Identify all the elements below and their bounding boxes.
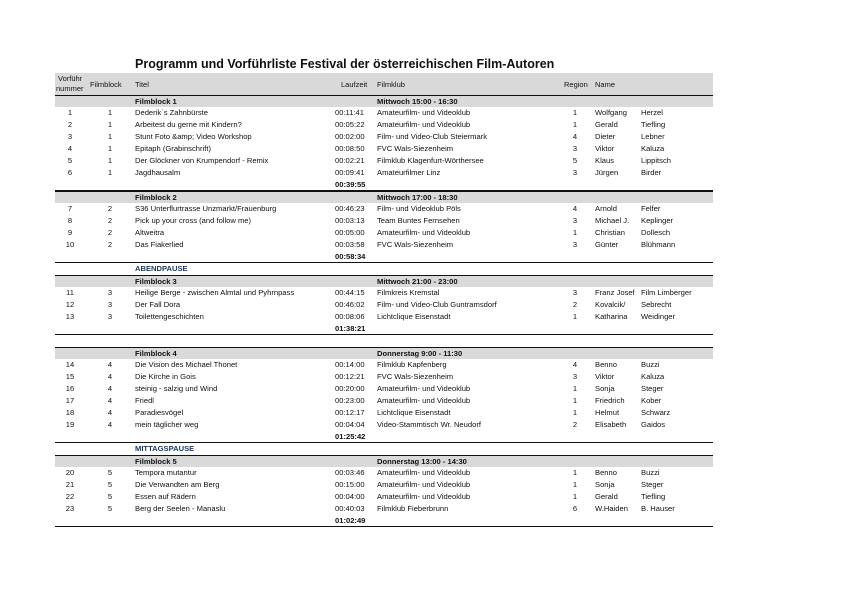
film-klub: Team Buntes Fernsehen	[377, 216, 460, 225]
table-row	[55, 227, 713, 239]
autor-vorname: Viktor	[595, 144, 615, 153]
film-titel: Die Vision des Michael Thonet	[135, 360, 238, 369]
table-row	[55, 119, 713, 131]
film-laufzeit: 00:40:03	[335, 504, 365, 513]
header-titel: Titel	[135, 80, 149, 89]
table-row	[55, 203, 713, 215]
filmblock-nummer: 5	[107, 492, 113, 501]
filmblock-label: Filmblock 4	[135, 349, 177, 358]
film-region: 1	[572, 108, 578, 117]
autor-vorname: Günter	[595, 240, 619, 249]
film-region: 4	[572, 360, 578, 369]
film-laufzeit: 00:02:21	[335, 156, 365, 165]
block-total-laufzeit: 01:25:42	[335, 432, 366, 441]
vorfuehr-nummer: 3	[67, 132, 73, 141]
filmblock-nummer: 2	[107, 204, 113, 213]
autor-vorname: Michael J.	[595, 216, 630, 225]
filmblock-label: Filmblock 5	[135, 457, 177, 466]
film-titel: Tempora mutantur	[135, 468, 197, 477]
table-row	[55, 131, 713, 143]
program-table	[55, 73, 713, 527]
vorfuehr-nummer: 19	[65, 420, 75, 429]
autor-vorname: Gerald	[595, 492, 618, 501]
film-region: 1	[572, 384, 578, 393]
film-laufzeit: 00:03:58	[335, 240, 365, 249]
header-filmklub: Filmklub	[377, 80, 405, 89]
table-body	[55, 95, 713, 527]
autor-nachname: Herzel	[641, 108, 663, 117]
block-total-row	[55, 431, 713, 443]
film-laufzeit: 00:20:00	[335, 384, 365, 393]
filmblock-time: Mittwoch 21:00 - 23:00	[377, 277, 458, 286]
autor-nachname: Film Limberger	[641, 288, 692, 297]
table-row	[55, 467, 713, 479]
filmblock-header-row	[55, 191, 713, 203]
autor-vorname: Benno	[595, 468, 617, 477]
filmblock-nummer: 4	[107, 396, 113, 405]
filmblock-nummer: 3	[107, 300, 113, 309]
film-klub: Filmkreis Kremstal	[377, 288, 440, 297]
film-titel: Friedl	[135, 396, 154, 405]
film-region: 1	[572, 120, 578, 129]
film-laufzeit: 00:12:17	[335, 408, 365, 417]
block-total-row	[55, 515, 713, 527]
autor-vorname: Gerald	[595, 120, 618, 129]
filmblock-nummer: 1	[107, 144, 113, 153]
vorfuehr-nummer: 22	[65, 492, 75, 501]
vorfuehr-nummer: 5	[67, 156, 73, 165]
film-region: 6	[572, 504, 578, 513]
film-klub: Amateurfilm- und Videoklub	[377, 228, 471, 237]
header-name: Name	[595, 80, 616, 89]
header-laufzeit: Laufzeit	[341, 80, 368, 89]
filmblock-nummer: 2	[107, 240, 113, 249]
autor-vorname: Arnold	[595, 204, 617, 213]
table-row	[55, 167, 713, 179]
autor-nachname: Kober	[641, 396, 662, 405]
header-vorfuehr: Vorführ	[58, 74, 83, 83]
film-titel: Der Glöckner von Krumpendorf - Remix	[135, 156, 269, 165]
filmblock-time: Donnerstag 13:00 - 14:30	[377, 457, 467, 466]
autor-vorname: Christian	[595, 228, 625, 237]
autor-nachname: Buzzi	[641, 468, 660, 477]
table-row	[55, 383, 713, 395]
film-laufzeit: 00:23:00	[335, 396, 365, 405]
autor-nachname: Tiefling	[641, 120, 666, 129]
film-titel: Berg der Seelen - Manaslu	[135, 504, 226, 513]
autor-vorname: Helmut	[595, 408, 620, 417]
autor-nachname: Kaluza	[641, 144, 665, 153]
film-laufzeit: 00:08:06	[335, 312, 365, 321]
table-row	[55, 287, 713, 299]
vorfuehr-nummer: 1	[67, 108, 73, 117]
film-klub: Lichtclique Eisenstadt	[377, 408, 451, 417]
autor-nachname: Tiefling	[641, 492, 666, 501]
filmblock-nummer: 4	[107, 408, 113, 417]
film-titel: Arbeitest du gerne mit Kindern?	[135, 120, 242, 129]
film-titel: Das Fiakerlied	[135, 240, 184, 249]
autor-nachname: Lippitsch	[641, 156, 671, 165]
film-titel: Die Kirche in Gois	[135, 372, 196, 381]
spacer-row	[55, 335, 713, 347]
film-laufzeit: 00:08:50	[335, 144, 365, 153]
autor-vorname: Benno	[595, 360, 617, 369]
film-laufzeit: 00:15:00	[335, 480, 365, 489]
film-region: 3	[572, 144, 578, 153]
autor-vorname: Sonja	[595, 480, 615, 489]
header-region: Region	[564, 80, 588, 89]
film-titel: Jagdhausalm	[135, 168, 181, 177]
pause-label: ABENDPAUSE	[135, 264, 188, 273]
autor-vorname: Franz Josef	[595, 288, 635, 297]
filmblock-nummer: 5	[107, 480, 113, 489]
table-row	[55, 395, 713, 407]
autor-vorname: Klaus	[595, 156, 614, 165]
vorfuehr-nummer: 7	[67, 204, 73, 213]
autor-vorname: Wolfgang	[595, 108, 627, 117]
film-region: 1	[572, 228, 578, 237]
film-region: 4	[572, 204, 578, 213]
film-region: 4	[572, 132, 578, 141]
film-region: 1	[572, 408, 578, 417]
table-row	[55, 155, 713, 167]
filmblock-nummer: 4	[107, 372, 113, 381]
block-total-laufzeit: 00:39:55	[335, 180, 366, 189]
film-titel: Heilige Berge - zwischen Almtal und Pyhrnpass	[135, 288, 295, 297]
vorfuehr-nummer: 13	[65, 312, 75, 321]
film-klub: Amateurfilm- und Videoklub	[377, 480, 471, 489]
autor-vorname: Friedrich	[595, 396, 625, 405]
table-row	[55, 143, 713, 155]
autor-vorname: Katharina	[595, 312, 628, 321]
film-titel: Der Fall Dora	[135, 300, 181, 309]
autor-nachname: Sebrecht	[641, 300, 672, 309]
film-titel: Essen auf Rädern	[135, 492, 196, 501]
film-titel: Paradiesvögel	[135, 408, 184, 417]
autor-vorname: Kovalcik/	[595, 300, 626, 309]
autor-vorname: Elisabeth	[595, 420, 627, 429]
film-region: 3	[572, 372, 578, 381]
autor-nachname: B. Hauser	[641, 504, 675, 513]
film-klub: Film- und Video-Club Steiermark	[377, 132, 488, 141]
vorfuehr-nummer: 12	[65, 300, 75, 309]
film-laufzeit: 00:14:00	[335, 360, 365, 369]
autor-nachname: Kaluza	[641, 372, 665, 381]
film-titel: mein täglicher weg	[135, 420, 199, 429]
film-laufzeit: 00:46:02	[335, 300, 365, 309]
film-titel: Pick up your cross (and follow me)	[135, 216, 252, 225]
film-region: 3	[572, 168, 578, 177]
filmblock-label: Filmblock 3	[135, 277, 177, 286]
film-laufzeit: 00:04:00	[335, 492, 365, 501]
vorfuehr-nummer: 20	[65, 468, 75, 477]
filmblock-nummer: 1	[107, 156, 113, 165]
film-titel: Die Verwandten am Berg	[135, 480, 220, 489]
film-klub: FVC Wals-Siezenheim	[377, 240, 454, 249]
table-row	[55, 479, 713, 491]
film-klub: Amateurfilm- und Videoklub	[377, 384, 471, 393]
autor-vorname: Dieter	[595, 132, 616, 141]
autor-nachname: Weidinger	[641, 312, 676, 321]
vorfuehr-nummer: 8	[67, 216, 73, 225]
vorfuehr-nummer: 14	[65, 360, 75, 369]
film-klub: Video-Stammtisch Wr. Neudorf	[377, 420, 481, 429]
film-laufzeit: 00:44:15	[335, 288, 365, 297]
table-row	[55, 299, 713, 311]
table-row	[55, 407, 713, 419]
vorfuehr-nummer: 18	[65, 408, 75, 417]
filmblock-header-row	[55, 275, 713, 287]
film-titel: S36 Unterflurtrasse Unzmarkt/Frauenburg	[135, 204, 277, 213]
autor-nachname: Lebner	[641, 132, 665, 141]
filmblock-nummer: 2	[107, 228, 113, 237]
filmblock-nummer: 1	[107, 108, 113, 117]
vorfuehr-nummer: 10	[65, 240, 75, 249]
pause-row	[55, 263, 713, 275]
table-row	[55, 419, 713, 431]
film-klub: Filmklub Kapfenberg	[377, 360, 447, 369]
filmblock-nummer: 1	[107, 168, 113, 177]
film-laufzeit: 00:03:13	[335, 216, 365, 225]
film-klub: FVC Wals-Siezenheim	[377, 372, 454, 381]
filmblock-label: Filmblock 2	[135, 193, 177, 202]
autor-nachname: Dollesch	[641, 228, 671, 237]
filmblock-nummer: 1	[107, 132, 113, 141]
film-region: 3	[572, 240, 578, 249]
film-region: 1	[572, 312, 578, 321]
autor-vorname: W.Haiden	[595, 504, 628, 513]
vorfuehr-nummer: 15	[65, 372, 75, 381]
vorfuehr-nummer: 2	[67, 120, 73, 129]
film-region: 3	[572, 216, 578, 225]
vorfuehr-nummer: 16	[65, 384, 75, 393]
filmblock-nummer: 1	[107, 120, 113, 129]
vorfuehr-nummer: 4	[67, 144, 73, 153]
film-klub: Amateurfilm- und Videoklub	[377, 120, 471, 129]
filmblock-time: Mittwoch 15:00 - 16:30	[377, 97, 458, 106]
autor-nachname: Felfer	[641, 204, 661, 213]
film-klub: Film- und Videoklub Pöls	[377, 204, 461, 213]
block-total-laufzeit: 01:38:21	[335, 324, 366, 333]
film-klub: Amateurfilm- und Videoklub	[377, 396, 471, 405]
film-titel: Altweitra	[135, 228, 165, 237]
film-laufzeit: 00:05:00	[335, 228, 365, 237]
film-laufzeit: 00:46:23	[335, 204, 365, 213]
filmblock-nummer: 4	[107, 360, 113, 369]
film-klub: Film- und Video-Club Guntramsdorf	[377, 300, 497, 309]
table-row	[55, 491, 713, 503]
film-region: 1	[572, 480, 578, 489]
film-region: 2	[572, 420, 578, 429]
autor-nachname: Buzzi	[641, 360, 660, 369]
filmblock-time: Donnerstag 9:00 - 11:30	[377, 349, 463, 358]
block-total-row	[55, 251, 713, 263]
table-row	[55, 359, 713, 371]
vorfuehr-nummer: 11	[66, 288, 74, 297]
filmblock-nummer: 2	[107, 216, 113, 225]
film-laufzeit: 00:11:41	[335, 108, 364, 117]
film-laufzeit: 00:05:22	[335, 120, 365, 129]
block-total-laufzeit: 01:02:49	[335, 516, 366, 525]
filmblock-header-row	[55, 347, 713, 359]
film-titel: Toilettengeschichten	[135, 312, 204, 321]
autor-nachname: Blühmann	[641, 240, 676, 249]
film-klub: Amateurfilmer Linz	[377, 168, 441, 177]
film-titel: steinig - salzig und Wind	[135, 384, 218, 393]
film-region: 1	[572, 492, 578, 501]
film-region: 1	[572, 468, 578, 477]
filmblock-nummer: 4	[107, 384, 113, 393]
block-total-laufzeit: 00:58:34	[335, 252, 366, 261]
autor-vorname: Jürgen	[595, 168, 619, 177]
autor-nachname: Gaidos	[641, 420, 666, 429]
filmblock-nummer: 4	[107, 420, 113, 429]
film-titel: Epitaph (Grabinschrift)	[135, 144, 211, 153]
table-row	[55, 371, 713, 383]
table-row	[55, 239, 713, 251]
autor-nachname: Steger	[641, 480, 664, 489]
film-laufzeit: 00:09:41	[335, 168, 365, 177]
film-titel: Dederik`s Zahnbürste	[135, 108, 209, 117]
film-klub: Amateurfilm- und Videoklub	[377, 492, 471, 501]
header-nummer: nummer	[56, 84, 84, 93]
block-total-row	[55, 179, 713, 191]
filmblock-label: Filmblock 1	[135, 97, 177, 106]
page-title: Programm und Vorführliste Festival der österreichischen Film-Autoren	[135, 57, 555, 71]
autor-vorname: Viktor	[595, 372, 615, 381]
table-row	[55, 215, 713, 227]
film-klub: Filmklub Fieberbrunn	[377, 504, 449, 513]
film-klub: Amateurfilm- und Videoklub	[377, 468, 471, 477]
vorfuehr-nummer: 17	[65, 396, 75, 405]
film-region: 3	[572, 288, 578, 297]
film-klub: Filmklub Klagenfurt-Wörthersee	[377, 156, 484, 165]
filmblock-nummer: 3	[107, 312, 113, 321]
film-region: 5	[572, 156, 578, 165]
pause-row	[55, 443, 713, 455]
filmblock-nummer: 5	[107, 504, 113, 513]
vorfuehr-nummer: 23	[65, 504, 75, 513]
film-klub: Lichtclique Eisenstadt	[377, 312, 451, 321]
table-row	[55, 107, 713, 119]
film-region: 1	[572, 396, 578, 405]
film-laufzeit: 00:02:00	[335, 132, 365, 141]
table-header	[55, 73, 713, 95]
film-klub: Amateurfilm- und Videoklub	[377, 108, 471, 117]
autor-nachname: Birder	[641, 168, 662, 177]
filmblock-header-row	[55, 95, 713, 107]
vorfuehr-nummer: 21	[65, 480, 75, 489]
film-region: 2	[572, 300, 578, 309]
autor-vorname: Sonja	[595, 384, 615, 393]
autor-nachname: Steger	[641, 384, 664, 393]
filmblock-header-row	[55, 455, 713, 467]
film-laufzeit: 00:03:46	[335, 468, 365, 477]
autor-nachname: Keplinger	[641, 216, 674, 225]
pause-label: MITTAGSPAUSE	[135, 444, 195, 453]
film-laufzeit: 00:12:21	[335, 372, 365, 381]
table-row	[55, 503, 713, 515]
block-total-row	[55, 323, 713, 335]
filmblock-time: Mittwoch 17:00 - 18:30	[377, 193, 458, 202]
table-row	[55, 311, 713, 323]
vorfuehr-nummer: 6	[67, 168, 73, 177]
autor-nachname: Schwarz	[641, 408, 671, 417]
filmblock-nummer: 3	[107, 288, 113, 297]
vorfuehr-nummer: 9	[67, 228, 73, 237]
film-laufzeit: 00:04:04	[335, 420, 365, 429]
filmblock-nummer: 5	[107, 468, 113, 477]
header-filmblock: Filmblock	[90, 80, 122, 89]
film-klub: FVC Wals-Siezenheim	[377, 144, 454, 153]
film-titel: Stunt Foto &amp; Video Workshop	[135, 132, 252, 141]
